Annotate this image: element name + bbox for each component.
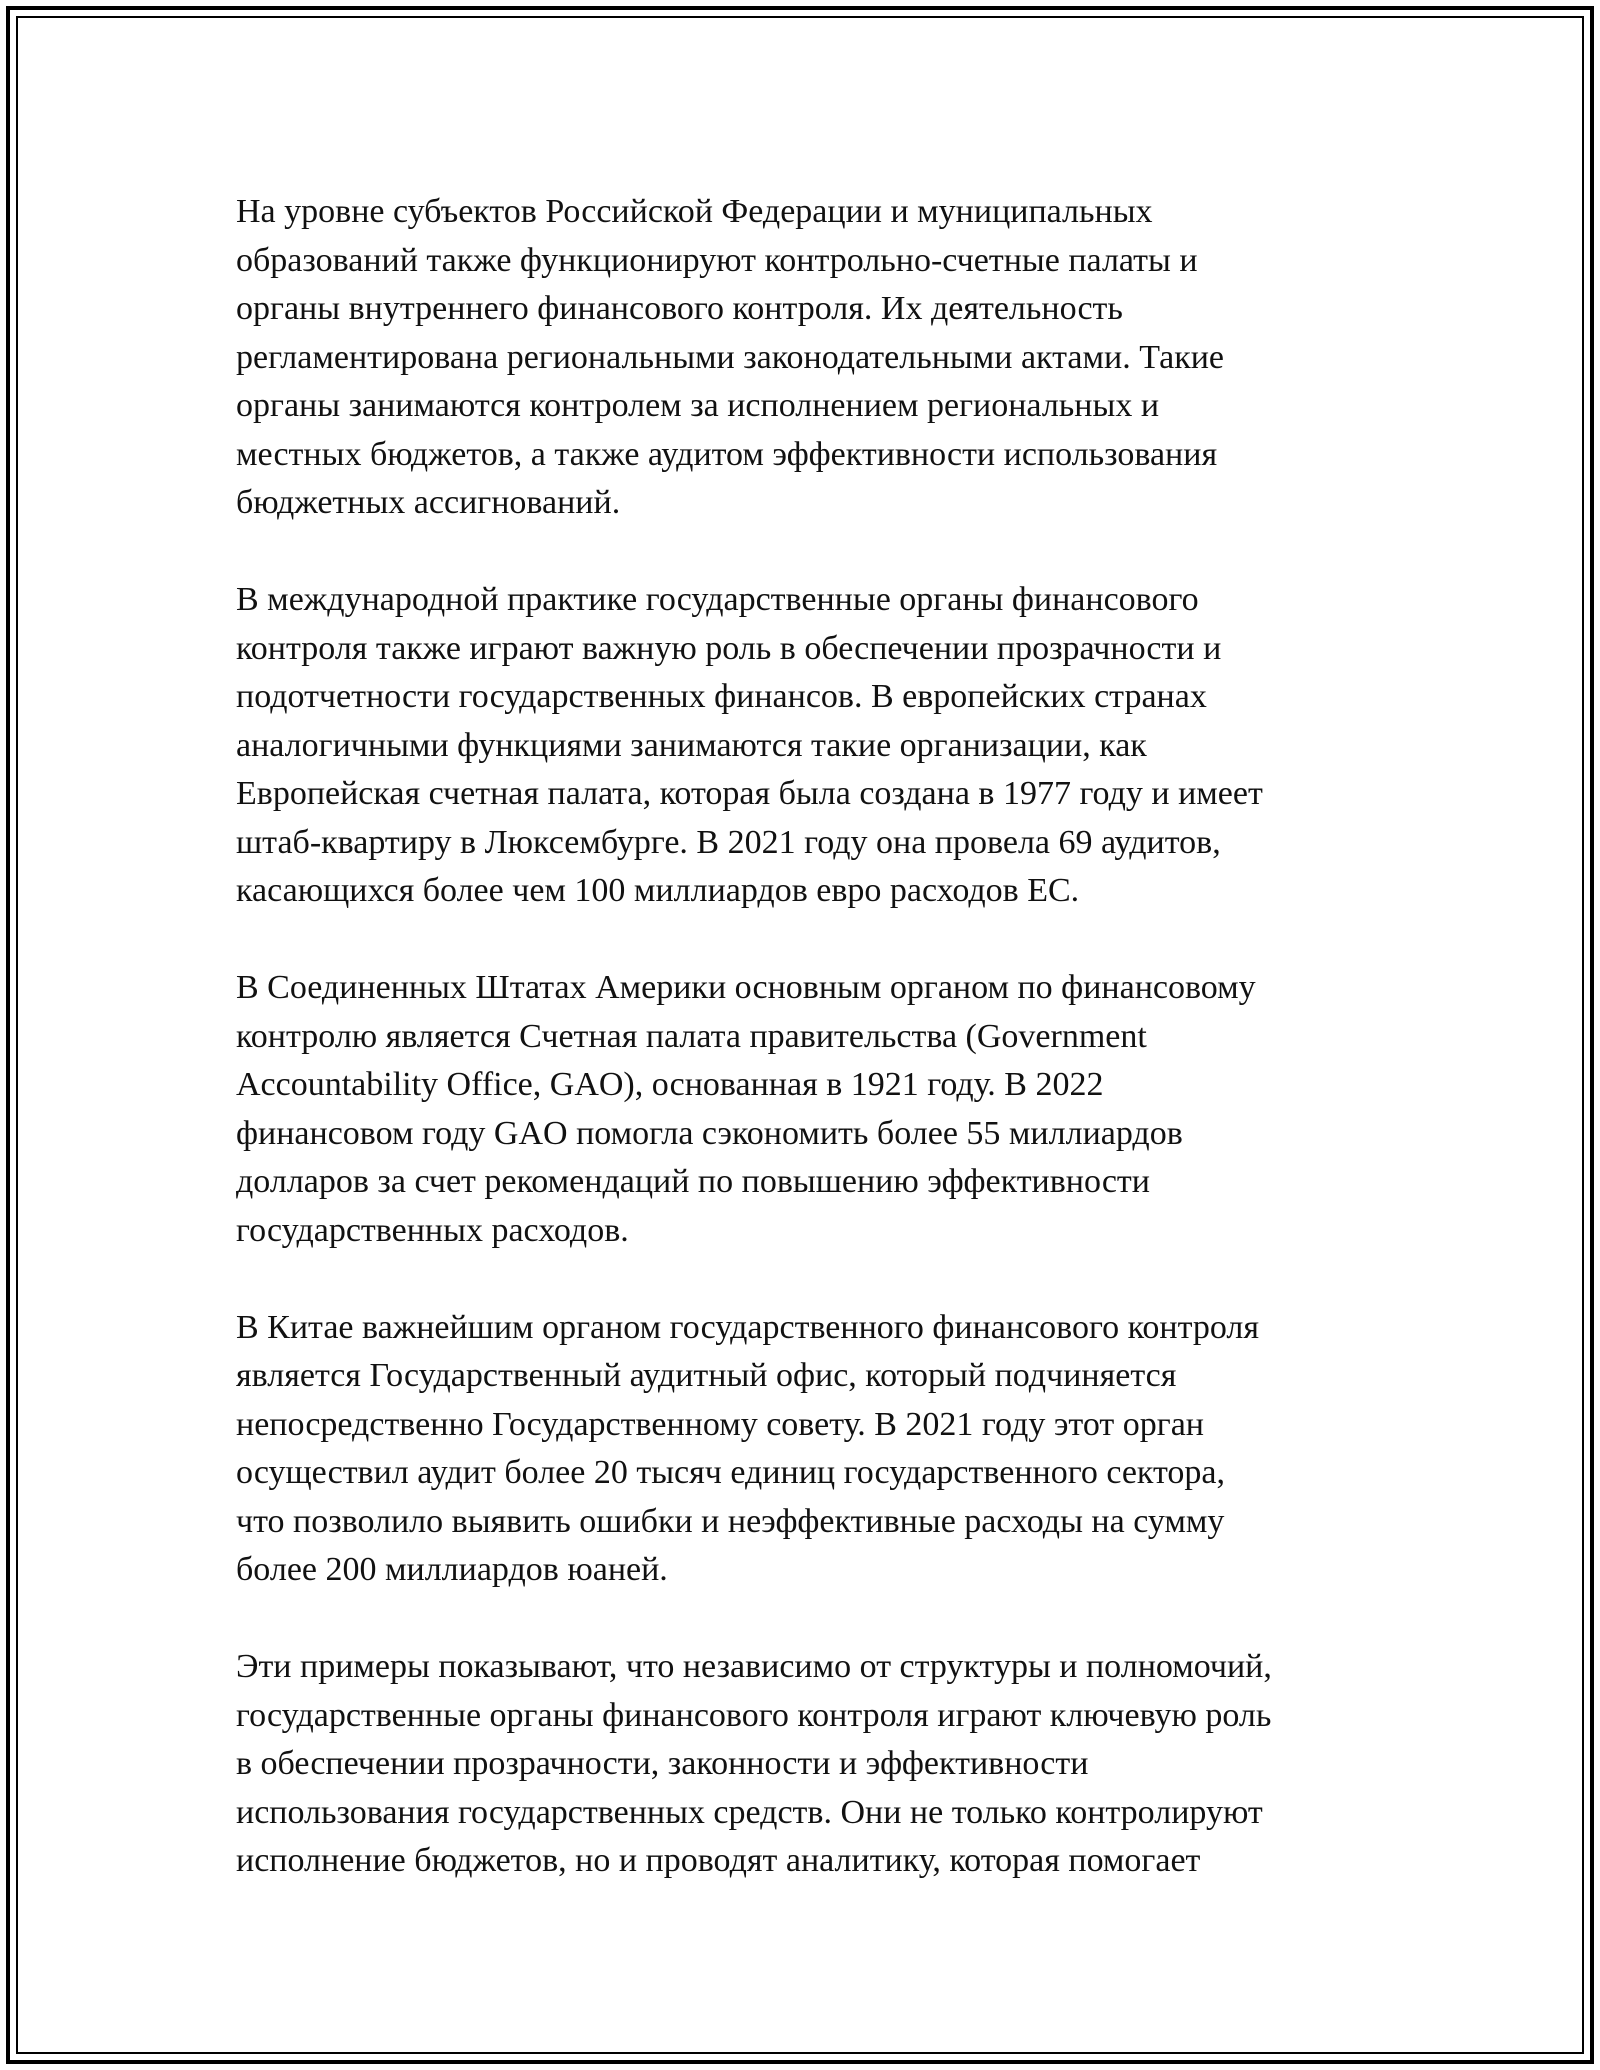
text-line: исполнение бюджетов, но и проводят аналитику, которая помогает [236, 1842, 1201, 1879]
paragraph-china-audit [236, 1304, 1376, 1595]
text-line: Эти примеры показывают, что независимо от структуры и полномочий, [236, 1648, 1272, 1685]
text-line: бюджетных ассигнований. [236, 484, 621, 521]
text-line: В международной практике государственные органы финансового [236, 581, 1199, 618]
text-line: регламентирована региональными законодательными актами. Такие [236, 338, 1225, 376]
text-line: финансовом году GAO помогла сэкономить более 55 миллиардов [236, 1114, 1183, 1152]
text-line: контроля также играют важную роль в обеспечении прозрачности и [236, 629, 1222, 667]
text-line: контролю является Счетная палата правительства (Government [236, 1017, 1147, 1055]
text-line: В Китае важнейшим органом государственного финансового контроля [236, 1308, 1260, 1346]
text-line: использования государственных средств. Они не только контролируют [236, 1793, 1263, 1831]
text-line: Европейская счетная палата, которая была создана в 1977 году и имеет [236, 775, 1263, 812]
text-line: подотчетности государственных финансов. В европейских странах [236, 678, 1207, 715]
paragraph-international-practice [236, 576, 1376, 916]
text-line: образований также функционируют контрольно-счетные палаты и [236, 241, 1198, 279]
text-line: На уровне субъектов Российской Федерации и муниципальных [236, 193, 1153, 230]
text-line: в обеспечении прозрачности, законности и эффективности [236, 1745, 1089, 1782]
document-body [236, 188, 1376, 1934]
text-line: органы внутреннего финансового контроля. Их деятельность [236, 290, 1123, 327]
text-line: штаб-квартиру в Люксембурге. В 2021 году она провела 69 аудитов, [236, 823, 1221, 861]
paragraph-usa-gao [236, 964, 1376, 1255]
text-line: местных бюджетов, а также аудитом эффективности использования [236, 435, 1218, 473]
text-line: долларов за счет рекомендаций по повышению эффективности [236, 1163, 1150, 1200]
text-line: что позволило выявить ошибки и неэффективные расходы на сумму [236, 1502, 1225, 1540]
text-line: является Государственный аудитный офис, который подчиняется [236, 1357, 1177, 1394]
paragraph-conclusion [236, 1643, 1376, 1886]
text-line: аналогичными функциями занимаются такие организации, как [236, 726, 1147, 764]
text-line: Accountability Office, GAO), основанная в 1921 году. В 2022 [236, 1066, 1104, 1103]
text-line: органы занимаются контролем за исполнением региональных и [236, 387, 1160, 424]
text-line: государственные органы финансового контроля играют ключевую роль [236, 1696, 1272, 1734]
text-line: более 200 миллиардов юаней. [236, 1551, 668, 1588]
text-line: осуществил аудит более 20 тысяч единиц государственного сектора, [236, 1454, 1225, 1491]
text-line: непосредственно Государственному совету. В 2021 году этот орган [236, 1405, 1204, 1443]
text-line: В Соединенных Штатах Америки основным органом по финансовому [236, 969, 1256, 1006]
paragraph-regional-control [236, 188, 1376, 528]
text-line: касающихся более чем 100 миллиардов евро расходов ЕС. [236, 872, 1080, 909]
text-line: государственных расходов. [236, 1211, 629, 1249]
